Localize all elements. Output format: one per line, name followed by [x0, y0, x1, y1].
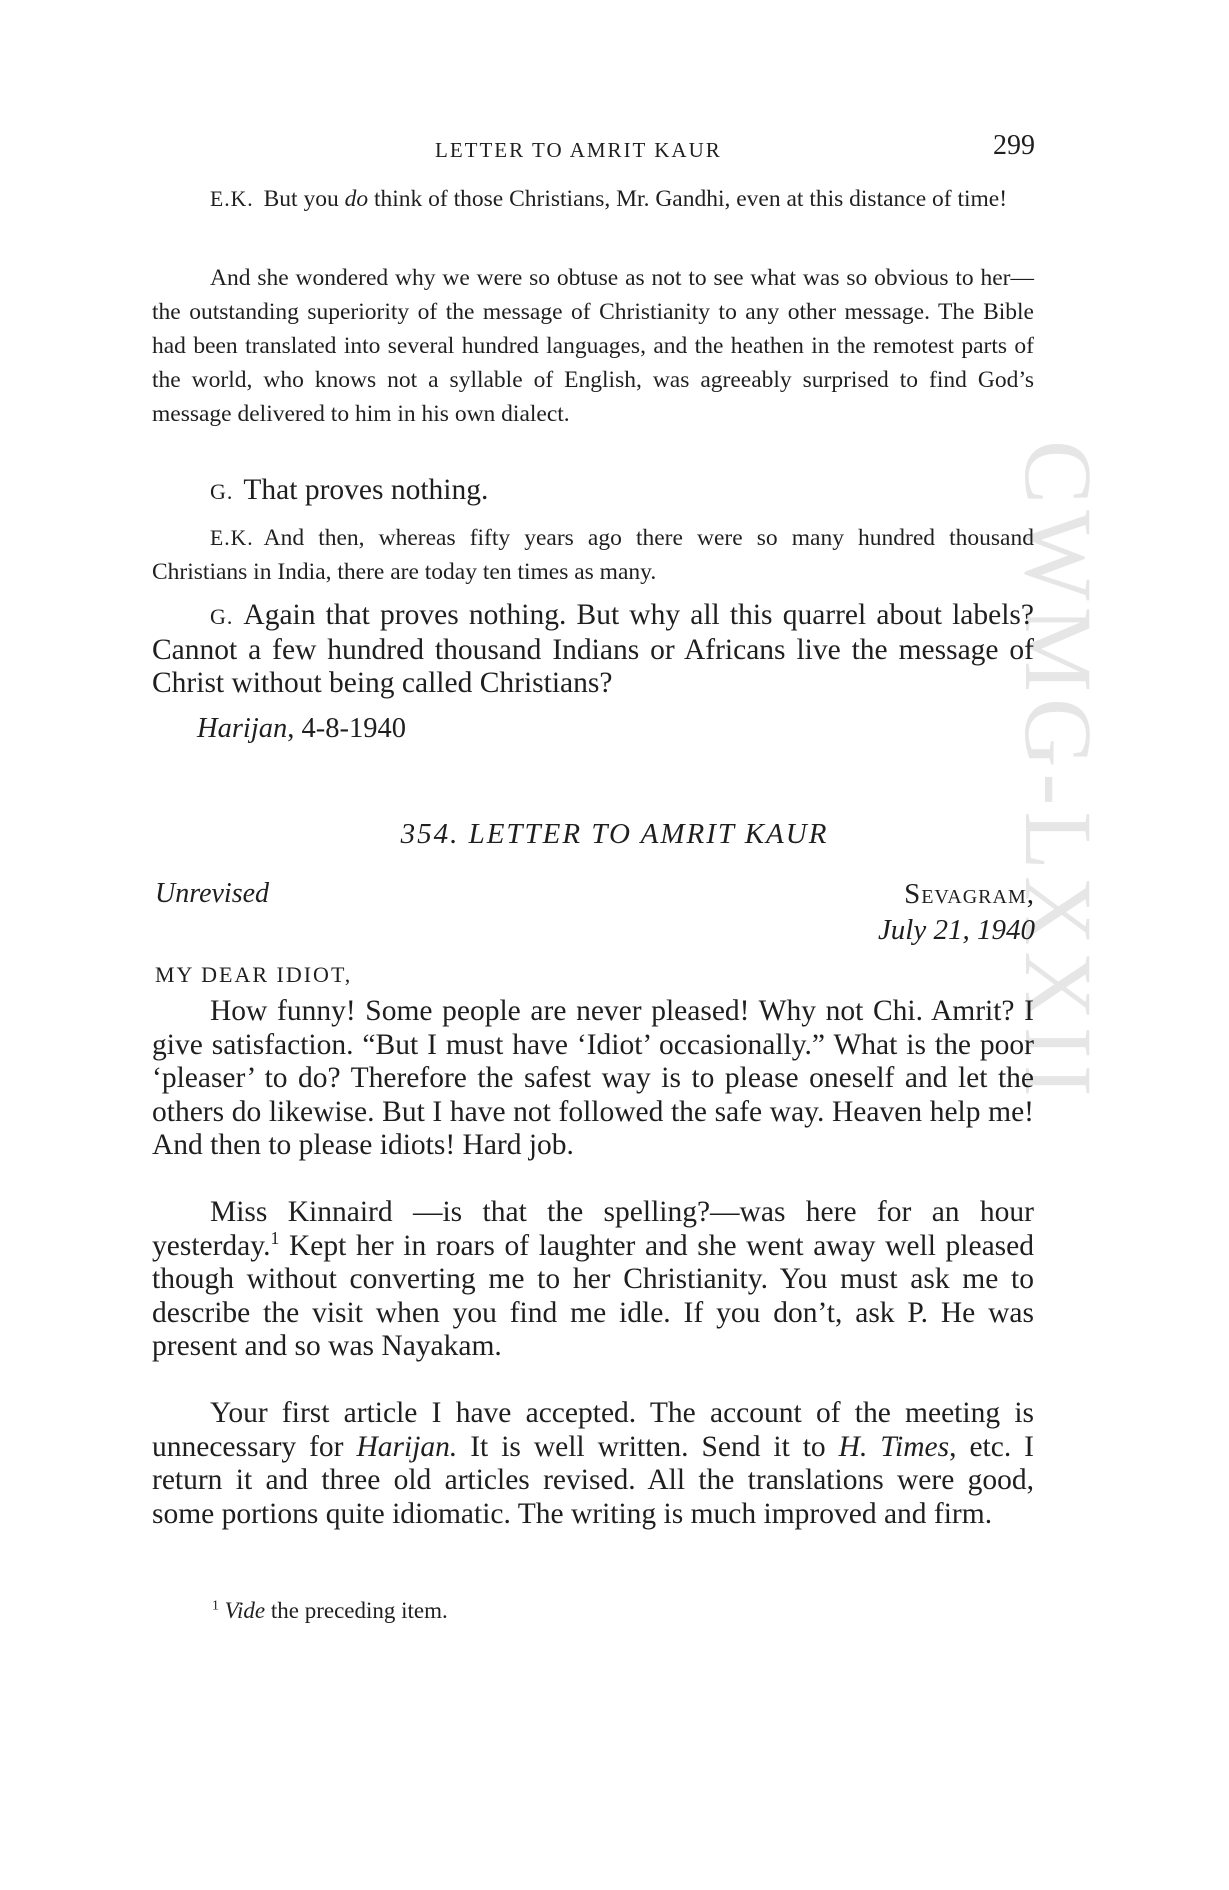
revision-status: Unrevised [155, 878, 270, 909]
dialogue-text: But you [263, 186, 345, 212]
letter-heading: 354. LETTER TO AMRIT KAUR [400, 818, 829, 850]
emphasis: do [344, 186, 369, 212]
dialogue-ek-2 [152, 521, 1034, 589]
publication-name: Harijan [197, 713, 288, 744]
dialogue-text: Again that proves nothing. But why all this quarrel about labels? Cannot a few hundred thousand Indians or Africans live the message of Christ without being called Christians? [152, 599, 1034, 699]
paragraph-text: Miss Kinnaird —is that the spelling?—was here for an hour yesterday. [152, 1196, 1034, 1262]
salutation: MY DEAR IDIOT, [155, 962, 353, 987]
letter-meta [155, 878, 1035, 968]
speaker-ek: E.K. [210, 526, 254, 550]
watermark: CWMG-LXXII [1005, 440, 1112, 1103]
page-header [155, 130, 1035, 170]
footnote-marker[interactable]: 1 [270, 1227, 280, 1248]
letter-paragraph-1: How funny! Some people are never pleased! Why not Chi. Amrit? I give satisfaction. “But I must have ‘Idiot’ occasionally.” What is the poor ‘pleaser’ to do? Therefore the safest way is to please oneself and let the others do likewise. But I have not followed the safe way. Heaven help me! And then to please idiots! Hard job. [152, 995, 1034, 1161]
publication-date: , 4-8-1940 [287, 713, 406, 744]
page-number: 299 [993, 130, 1035, 161]
dialogue-text: think of those Christians, Mr. Gandhi, even at this distance of time! [368, 186, 1008, 212]
running-title: LETTER TO AMRIT KAUR [435, 138, 722, 162]
source-citation [197, 713, 406, 745]
paragraph-text: It is well written. Send it to [457, 1430, 839, 1463]
dialogue-text: And then, whereas fifty years ago there were so many hundred thousand Christians in India, there are today ten times as many. [152, 525, 1034, 585]
letter-paragraph-2 [152, 1196, 1034, 1364]
letter-place: Sevagram, [904, 878, 1035, 910]
speaker-ek: E.K. [210, 187, 254, 211]
dialogue-g-2 [152, 599, 1034, 701]
emphasis: H. Times [838, 1430, 950, 1463]
letter-paragraph-3 [152, 1397, 1034, 1531]
footnote-number: 1 [212, 1597, 219, 1613]
letter-date: July 21, 1940 [877, 914, 1035, 946]
footnote-emphasis: Vide [224, 1598, 266, 1623]
paragraph-text: Kept her in roars of laughter and she went away well pleased though without converting me to her Christianity. You must ask me to describe the visit when you find me idle. If you don’t, ask P. He was present and so was Nayakam. [152, 1229, 1034, 1362]
paragraph-text: Your first article I have accepted. The account of the meeting is unnecessary for [152, 1397, 1034, 1463]
footnote-text: the preceding item. [265, 1598, 448, 1623]
speaker-g: G. [210, 604, 234, 629]
speaker-g: G. [210, 479, 234, 504]
dialogue-g-1 [152, 474, 1034, 509]
dialogue-text: That proves nothing. [243, 474, 489, 506]
footnote [212, 1598, 448, 1624]
narration-paragraph: And she wondered why we were so obtuse as not to see what was so obvious to her—the outstanding superiority of the message of Christianity to any other message. The Bible had been translated into several hundred languages, and the heathen in the remotest parts of the world, who knows not a syllable of English, was agreeably surprised to find God’s message delivered to him in his own dialect. [152, 265, 1034, 427]
paragraph-text: , etc. I return it and three old articles revised. All the translations were good, some portions quite idiomatic. The writing is much improved and firm. [152, 1430, 1034, 1530]
dialogue-ek-1 [152, 182, 1034, 216]
emphasis: Harijan. [356, 1430, 458, 1463]
